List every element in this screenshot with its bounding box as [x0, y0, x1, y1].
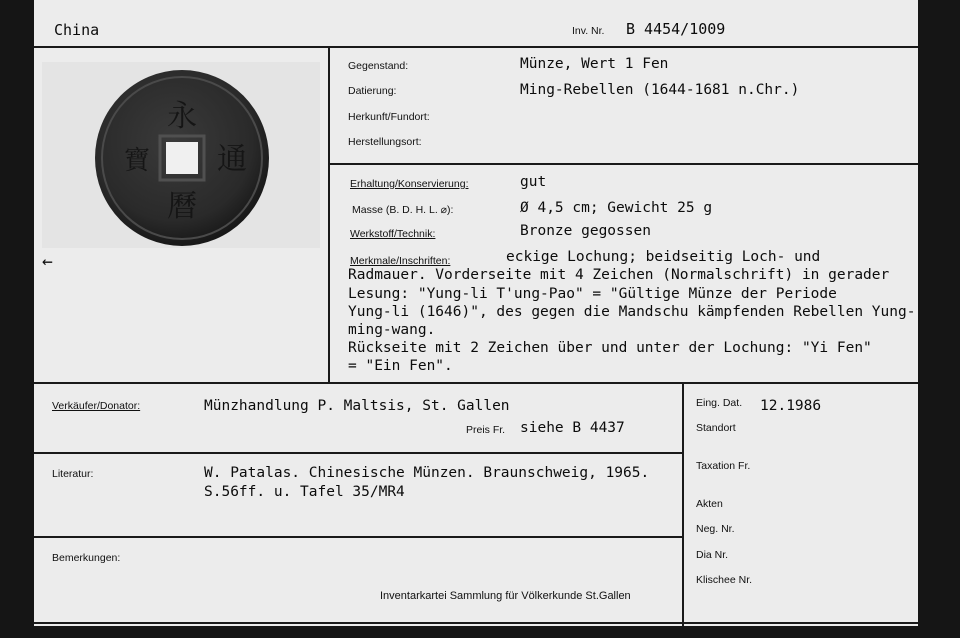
- label-neg-nr: Neg. Nr.: [696, 523, 735, 535]
- card-footer: Inventarkartei Sammlung für Völkerkunde St.Gallen: [380, 590, 631, 602]
- rule-upper-bottom: [34, 382, 918, 384]
- coin-char-top: 永: [167, 99, 197, 134]
- value-masse: Ø 4,5 cm; Gewicht 25 g: [520, 200, 713, 216]
- label-verkaeufer: Verkäufer/Donator:: [52, 400, 141, 412]
- merkmale-line: Rückseite mit 2 Zeichen über und unter der Lochung: "Yi Fen": [348, 340, 872, 356]
- label-herstellungsort: Herstellungsort:: [348, 136, 422, 148]
- label-datierung: Datierung:: [348, 85, 397, 97]
- label-eing-dat: Eing. Dat.: [696, 397, 743, 409]
- label-taxation: Taxation Fr.: [696, 460, 751, 472]
- value-gegenstand: Münze, Wert 1 Fen: [520, 56, 669, 72]
- merkmale-line: = "Ein Fen".: [348, 358, 453, 374]
- label-akten: Akten: [696, 498, 723, 510]
- coin-image: [42, 62, 320, 248]
- country: China: [54, 21, 100, 39]
- rule-literature-bottom: [34, 536, 682, 538]
- rule-photo-right: [328, 46, 330, 384]
- label-standort: Standort: [696, 422, 736, 434]
- inventory-card: [34, 0, 918, 626]
- label-bemerkungen: Bemerkungen:: [52, 552, 121, 564]
- coin-char-left: 寶: [123, 146, 151, 176]
- merkmale-line: Radmauer. Vorderseite mit 4 Zeichen (Normalschrift) in gerader: [348, 267, 890, 283]
- label-herkunft: Herkunft/Fundort:: [348, 111, 430, 123]
- label-preis: Preis Fr.: [466, 424, 506, 436]
- rule-side-column: [682, 382, 684, 626]
- literatur-line-1: W. Patalas. Chinesische Münzen. Braunschweig, 1965.: [204, 465, 650, 481]
- value-verkaeufer: Münzhandlung P. Maltsis, St. Gallen: [204, 398, 510, 414]
- label-gegenstand: Gegenstand:: [348, 60, 409, 72]
- coin-char-right: 通: [217, 142, 247, 177]
- inv-value: B 4454/1009: [626, 20, 726, 38]
- rule-object-bottom: [328, 163, 918, 165]
- value-eing-dat: 12.1986: [760, 398, 822, 414]
- label-werkstoff: Werkstoff/Technik:: [350, 228, 436, 240]
- merkmale-line: Yung-li (1646)", des gegen die Mandschu kämpfenden Rebellen Yung-: [348, 304, 916, 320]
- coin-hole: [166, 142, 198, 174]
- merkmale-first-line: eckige Lochung; beidseitig Loch- und: [506, 249, 821, 265]
- value-erhaltung: gut: [520, 174, 547, 190]
- literatur-line-2: S.56ff. u. Tafel 35/MR4: [204, 484, 405, 500]
- inv-label: Inv. Nr.: [572, 25, 605, 37]
- merkmale-line: Lesung: "Yung-li T'ung-Pao" = "Gültige Münze der Periode: [348, 286, 837, 302]
- label-merkmale: Merkmale/Inschriften:: [350, 255, 451, 267]
- value-werkstoff: Bronze gegossen: [520, 223, 651, 239]
- rule-bottom: [34, 622, 918, 624]
- rule-seller-bottom: [34, 452, 682, 454]
- label-dia-nr: Dia Nr.: [696, 549, 729, 561]
- rule-header: [34, 46, 918, 48]
- value-datierung: Ming-Rebellen (1644-1681 n.Chr.): [520, 82, 800, 98]
- label-masse: Masse (B. D. H. L. ⌀):: [352, 204, 454, 216]
- label-erhaltung: Erhaltung/Konservierung:: [350, 178, 469, 190]
- arrow-icon: ←: [42, 251, 53, 272]
- coin-char-bottom: 曆: [167, 189, 197, 224]
- coin-photo: [42, 62, 320, 248]
- label-klischee-nr: Klischee Nr.: [696, 574, 753, 586]
- merkmale-line: ming-wang.: [348, 322, 436, 338]
- value-preis: siehe B 4437: [520, 420, 625, 436]
- label-literatur: Literatur:: [52, 468, 94, 480]
